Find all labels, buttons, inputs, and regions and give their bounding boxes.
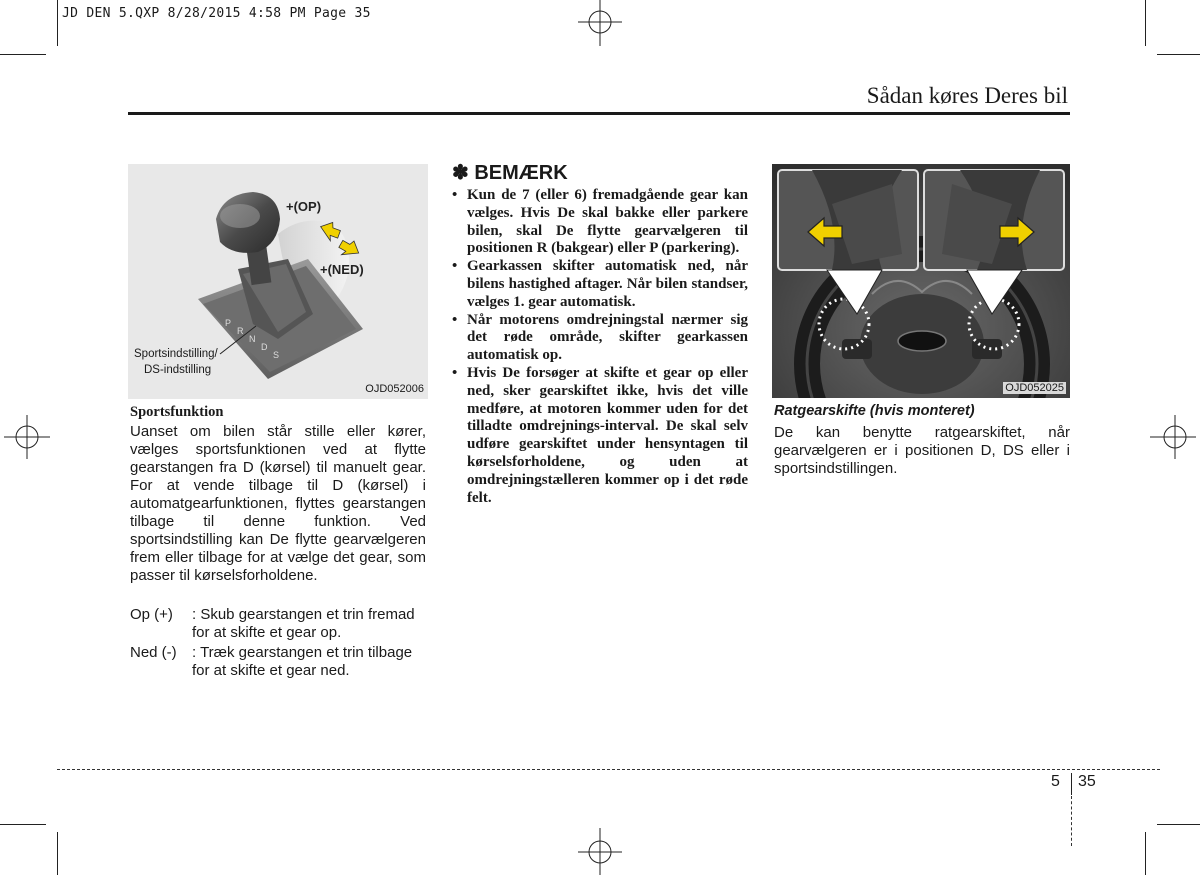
title-rule <box>128 112 1070 115</box>
definition-desc: : Træk gearstangen et trin tilbage for at skifte et gear ned. <box>192 644 413 679</box>
gate-letter-r: R <box>237 326 244 336</box>
paddle-shift-figure <box>772 164 1070 398</box>
note-symbol-icon: ✽ <box>452 162 469 184</box>
crop-mark <box>1157 54 1200 55</box>
note-list <box>452 187 748 507</box>
paddle-shift-illustration <box>772 164 1070 398</box>
registration-mark-bottom <box>575 828 625 875</box>
note-title <box>452 160 568 185</box>
crop-mark <box>57 832 58 875</box>
crop-mark <box>1145 0 1146 46</box>
page-number-separator <box>1071 773 1072 795</box>
definition-down <box>130 644 430 680</box>
figure-code: OJD052006 <box>365 383 424 395</box>
sport-function-body: Uanset om bilen står stille eller kører, vælges sportsfunktionen ved at flytte gearstangen fra D (kørsel) til manuelt gear. For at vende tilbage til D (kørsel) i automatgearfunktionen, flyttes gearstangen tilbage til denne funktion. Ved sportsindstilling kan De flytte gearvælgeren frem eller tilbage for at vælge det gear, som passer til kørselsforholdene. <box>130 423 426 584</box>
section-title: Sådan køres Deres bil <box>866 83 1068 108</box>
chapter-number: 5 <box>1051 773 1060 790</box>
figure-caption: Ratgearskifte (hvis monteret) <box>774 403 975 419</box>
registration-mark-right <box>1150 412 1200 462</box>
registration-mark-left <box>0 412 50 462</box>
crop-mark <box>57 0 58 46</box>
note-title-text: BEMÆRK <box>474 162 568 184</box>
crop-mark <box>1157 824 1200 825</box>
gate-letter-s: S <box>273 350 280 360</box>
note-item: • Hvis De forsøger at skifte et gear op eller ned, sker gearskiftet ikke, hvis det ville medføre, at motoren kommer uden for det tilladte omdrejnings-interval. De skal selv udføre gearskiftet under hensyntagen til kørselsforholdene, og uden at omdrejningstælleren kommer op i det røde felt. <box>452 365 748 507</box>
sport-mode-label-line2: DS-indstilling <box>144 364 212 376</box>
figure-code: OJD052025 <box>1005 382 1064 394</box>
crop-mark <box>1145 832 1146 875</box>
page-number: 35 <box>1078 773 1096 790</box>
crop-mark <box>0 54 46 55</box>
gate-letter-d: D <box>261 342 268 352</box>
gear-selector-figure <box>128 164 428 399</box>
definition-term: Op (+) <box>130 606 173 623</box>
definition-desc: : Skub gearstangen et trin fremad for at skifte et gear op. <box>192 606 415 641</box>
sport-function-heading: Sportsfunktion <box>130 404 224 420</box>
print-slug: JD DEN 5.QXP 8/28/2015 4:58 PM Page 35 <box>62 6 371 21</box>
note-item: • Når motorens omdrejningstal nærmer sig det røde område, skifter gearkassen automatisk op. <box>452 312 748 365</box>
gate-letter-p: P <box>225 318 232 328</box>
gear-down-label: +(NED) <box>320 262 364 277</box>
footer-rule <box>57 769 1160 770</box>
sport-mode-label-line1: Sportsindstilling/ <box>134 348 218 360</box>
note-item: • Gearkassen skifter automatisk ned, når bilens hastighed aftager. Når bilen standser, vælges 1. gear automatisk. <box>452 258 748 311</box>
paddle-shift-body: De kan benytte ratgearskiftet, når gearvælgeren er i positionen D, DS eller i sportsindstillingen. <box>774 424 1070 477</box>
footer-dotted-line <box>1071 796 1072 846</box>
gate-letter-n: N <box>249 334 256 344</box>
registration-mark-top <box>575 0 625 50</box>
definition-up <box>130 606 430 642</box>
gear-up-label: +(OP) <box>286 199 322 214</box>
note-item: • Kun de 7 (eller 6) fremadgående gear kan vælges. Hvis De skal bakke eller parkere bilen, skal De flytte gearvælgeren til positionen R (bakgear) eller P (parkering). <box>452 187 748 258</box>
definition-term: Ned (-) <box>130 644 177 661</box>
crop-mark <box>0 824 46 825</box>
